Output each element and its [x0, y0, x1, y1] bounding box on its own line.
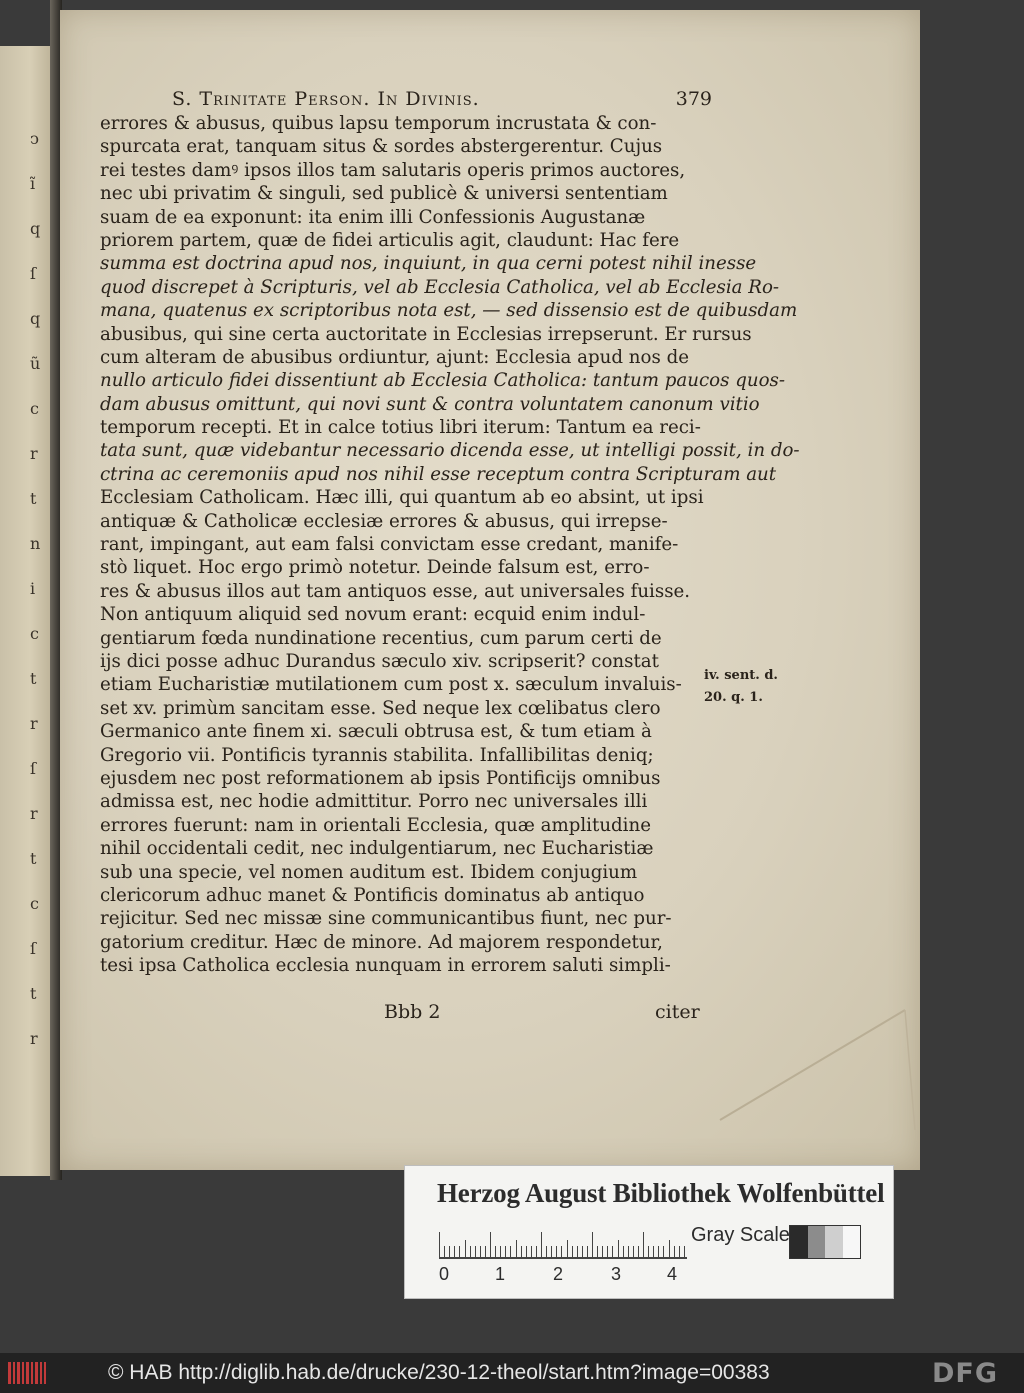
text-line: summa est doctrina apud nos, inquiunt, in qua cerni potest nihil inesse: [100, 253, 757, 275]
ruler-tick: [577, 1246, 578, 1258]
page-number: 379: [675, 88, 712, 110]
ruler-tick: [618, 1240, 619, 1258]
ruler-tick: [551, 1246, 552, 1258]
ruler-tick: [490, 1232, 491, 1258]
ruler-tick: [541, 1232, 542, 1258]
text-line: nec ubi privatim & singuli, sed publicè & universi sententiam: [100, 183, 668, 205]
gray-swatch: [843, 1226, 861, 1258]
dfg-logo: DFG: [932, 1358, 999, 1389]
margin-note: [704, 665, 794, 709]
ruler-tick: [669, 1240, 670, 1258]
ruler-tick: [684, 1246, 685, 1258]
ruler-tick: [439, 1232, 440, 1258]
text-line: res & abusus illos aut tam antiquos esse, aut universales fuisse.: [100, 580, 691, 602]
text-line: cum alteram de abusibus ordiuntur, ajunt: Ecclesia apud nos de: [100, 346, 689, 368]
ruler-tick: [454, 1246, 455, 1258]
ruler-tick: [607, 1246, 608, 1258]
text-line: rant, impingant, aut eam falsi convictam esse credant, manife-: [100, 534, 679, 556]
gray-swatch: [808, 1226, 826, 1258]
ruler-tick: [546, 1246, 547, 1258]
gray-swatch: [790, 1226, 808, 1258]
page-header: [172, 88, 712, 114]
ruler-tick: [628, 1246, 629, 1258]
text-line: stò liquet. Hoc ergo primò notetur. Deinde falsum est, erro-: [100, 557, 650, 579]
text-line: quod discrepet à Scripturis, vel ab Ecclesia Catholica, vel ab Ecclesia Ro-: [100, 276, 780, 298]
gray-scale-swatches: [789, 1225, 861, 1259]
text-line: ejusdem nec post reformationem ab ipsis Pontificijs omnibus: [100, 767, 661, 789]
ruler-tick: [623, 1246, 624, 1258]
gray-swatch: [825, 1226, 843, 1258]
text-line: set xv. primùm sancitam esse. Sed neque lex cœlibatus clero: [100, 697, 661, 719]
running-title: S. Trinitate Person. In Divinis.: [172, 88, 480, 110]
library-scale-card: [404, 1165, 894, 1299]
scale-number: 1: [495, 1264, 506, 1284]
measurement-ruler: [439, 1228, 687, 1258]
text-line: etiam Eucharistiæ mutilationem cum post x. sæculum invaluis-: [100, 674, 682, 696]
text-line: Ecclesiam Catholicam. Hæc illi, qui quantum ab eo absint, ut ipsi: [100, 487, 704, 509]
ruler-tick: [495, 1246, 496, 1258]
ruler-tick: [638, 1246, 639, 1258]
text-line: temporum recepti. Et in calce totius libri iterum: Tantum ea reci-: [100, 417, 701, 439]
ruler-tick: [612, 1246, 613, 1258]
ruler-tick: [470, 1246, 471, 1258]
text-line: tesi ipsa Catholica ecclesia nunquam in errorem saluti simpli-: [100, 955, 671, 977]
margin-note-line: 20. q. 1.: [704, 690, 763, 705]
scale-number: 3: [611, 1264, 622, 1284]
text-line: nullo articulo fidei dissentiunt ab Ecclesia Catholica: tantum paucos quos-: [100, 370, 786, 392]
previous-page-edge: [0, 46, 50, 1176]
ruler-tick: [505, 1246, 506, 1258]
ruler-tick: [485, 1246, 486, 1258]
text-line: gatorium creditur. Hæc de minore. Ad majorem respondetur,: [100, 931, 663, 953]
library-name: Herzog August Bibliothek Wolfenbüttel: [437, 1178, 885, 1208]
ruler-tick: [592, 1232, 593, 1258]
text-line: dam abusus omittunt, qui novi sunt & contra voluntatem canonum vitio: [100, 393, 760, 415]
ruler-tick: [663, 1246, 664, 1258]
ruler-tick: [582, 1246, 583, 1258]
text-line: sub una specie, vel nomen auditum est. Ibidem conjugium: [100, 861, 638, 883]
ruler-tick: [643, 1232, 644, 1258]
ruler-tick: [658, 1246, 659, 1258]
ruler-tick: [480, 1246, 481, 1258]
signature-mark: Bbb 2: [384, 1001, 441, 1023]
text-line: errores & abusus, quibus lapsu temporum incrustata & con-: [100, 113, 657, 134]
ruler-tick: [449, 1246, 450, 1258]
ruler-tick: [572, 1246, 573, 1258]
ruler-tick: [521, 1246, 522, 1258]
ruler-baseline: [439, 1257, 687, 1259]
ruler-tick: [516, 1240, 517, 1258]
ruler-tick: [556, 1246, 557, 1258]
scale-number: 0: [439, 1264, 450, 1284]
text-line: nihil occidentali cedit, nec indulgentiarum, nec Eucharistiæ: [100, 838, 654, 860]
text-line: rejicitur. Sed nec missæ sine communicantibus fiunt, nec pur-: [100, 908, 672, 930]
text-line: Non antiquum aliquid sed novum erant: ecquid enim indul-: [100, 604, 646, 626]
ruler-tick: [510, 1246, 511, 1258]
text-line: antiquæ & Catholicæ ecclesiæ errores & abusus, qui irrepse-: [100, 510, 668, 532]
ruler-tick: [536, 1246, 537, 1258]
text-line: Germanico ante finem xi. sæculi obtrusa est, & tum etiam à: [100, 721, 652, 743]
ruler-tick: [587, 1246, 588, 1258]
text-line: spurcata erat, tanquam situs & sordes abstergerentur. Cujus: [100, 136, 663, 158]
text-line: abusibus, qui sine certa auctoritate in Ecclesias irrepserunt. Er rursus: [100, 323, 752, 345]
text-line: admissa est, nec hodie admittitur. Porro nec universales illi: [100, 791, 648, 813]
permalink-url[interactable]: © HAB http://diglib.hab.de/drucke/230-12-theol/start.htm?image=00383: [108, 1361, 770, 1384]
ruler-tick: [633, 1246, 634, 1258]
text-line: ijs dici posse adhuc Durandus sæculo xiv. scripserit? constat: [100, 650, 659, 672]
text-line: tata sunt, quæ videbantur necessario dicenda esse, ut intelligi possit, in do-: [100, 440, 800, 462]
text-line: mana, quatenus ex scriptoribus nota est, — sed dissensio est de quibusdam: [100, 300, 798, 322]
ruler-tick: [459, 1246, 460, 1258]
ruler-tick: [500, 1246, 501, 1258]
ruler-tick: [475, 1246, 476, 1258]
ruler-tick: [526, 1246, 527, 1258]
text-line: errores fuerunt: nam in orientali Ecclesia, quæ amplitudine: [100, 814, 651, 836]
ruler-tick: [597, 1246, 598, 1258]
catchword: citer: [655, 1001, 700, 1023]
text-line: suam de ea exponunt: ita enim illi Confessionis Augustanæ: [100, 206, 646, 228]
ruler-tick: [567, 1240, 568, 1258]
text-line: rei testes damꝰ ipsos illos tam salutaris operis primos auctores,: [100, 159, 686, 181]
ruler-tick: [531, 1246, 532, 1258]
ruler-tick: [465, 1240, 466, 1258]
ruler-tick: [674, 1246, 675, 1258]
text-line: Gregorio vii. Pontificis tyrannis stabilita. Infallibilitas deniq;: [100, 744, 654, 766]
footer-bar: [0, 1353, 1024, 1393]
scale-number: 4: [667, 1264, 678, 1284]
ruler-tick: [679, 1246, 680, 1258]
gray-scale-label: Gray Scale: [691, 1224, 790, 1246]
text-line: priorem partem, quæ de fidei articulis agit, claudunt: Hac fere: [100, 229, 680, 251]
ruler-tick: [561, 1246, 562, 1258]
text-line: gentiarum fœda nundinatione recentius, cum parum certi de: [100, 627, 662, 649]
ruler-tick: [653, 1246, 654, 1258]
ruler-tick: [444, 1246, 445, 1258]
text-line: ctrina ac ceremoniis apud nos nihil esse receptum contra Scripturam aut: [100, 463, 777, 485]
ruler-tick: [602, 1246, 603, 1258]
ruler-tick: [648, 1246, 649, 1258]
previous-page-edge-text: ↄ ĩ q ſ q ũ c r t n i c t r ſ r t c ſ t r: [30, 129, 41, 1048]
margin-note-line: iv. sent. d.: [704, 668, 778, 683]
hab-barcode-logo-icon: [8, 1358, 46, 1388]
scale-number: 2: [553, 1264, 564, 1284]
text-line: clericorum adhuc manet & Pontificis dominatus ab antiquo: [100, 884, 645, 906]
